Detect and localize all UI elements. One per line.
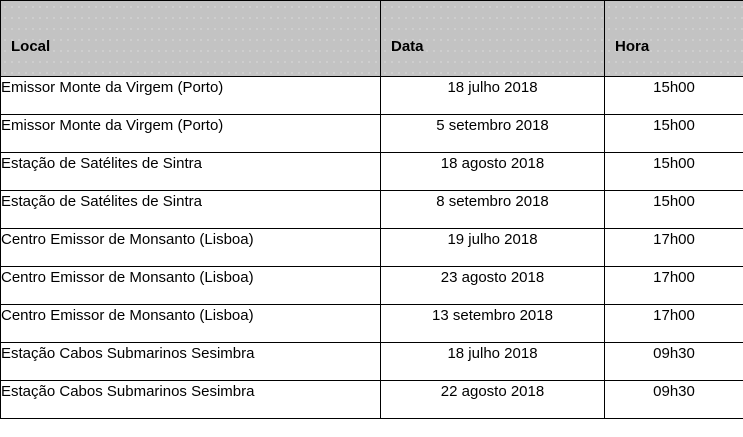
cell-hora: 17h00 bbox=[605, 305, 743, 343]
cell-data: 18 agosto 2018 bbox=[381, 153, 605, 191]
cell-data: 18 julho 2018 bbox=[381, 343, 605, 381]
cell-local: Emissor Monte da Virgem (Porto) bbox=[1, 115, 381, 153]
header-row bbox=[1, 1, 743, 77]
cell-local: Emissor Monte da Virgem (Porto) bbox=[1, 77, 381, 115]
table-row bbox=[1, 191, 743, 229]
cell-data: 19 julho 2018 bbox=[381, 229, 605, 267]
cell-data: 22 agosto 2018 bbox=[381, 381, 605, 419]
table-row bbox=[1, 77, 743, 115]
cell-local: Estação de Satélites de Sintra bbox=[1, 191, 381, 229]
cell-hora: 15h00 bbox=[605, 153, 743, 191]
header-hora: Hora bbox=[605, 1, 743, 77]
cell-local: Estação de Satélites de Sintra bbox=[1, 153, 381, 191]
table-row bbox=[1, 343, 743, 381]
table-row bbox=[1, 381, 743, 419]
header-local: Local bbox=[1, 1, 381, 77]
cell-hora: 09h30 bbox=[605, 381, 743, 419]
header-data: Data bbox=[381, 1, 605, 77]
cell-hora: 17h00 bbox=[605, 229, 743, 267]
cell-local: Centro Emissor de Monsanto (Lisboa) bbox=[1, 229, 381, 267]
table-row bbox=[1, 305, 743, 343]
table-row bbox=[1, 267, 743, 305]
cell-data: 18 julho 2018 bbox=[381, 77, 605, 115]
cell-local: Estação Cabos Submarinos Sesimbra bbox=[1, 381, 381, 419]
table-header bbox=[1, 1, 743, 77]
table-row bbox=[1, 229, 743, 267]
table-body bbox=[1, 77, 743, 419]
cell-data: 23 agosto 2018 bbox=[381, 267, 605, 305]
cell-data: 8 setembro 2018 bbox=[381, 191, 605, 229]
cell-local: Centro Emissor de Monsanto (Lisboa) bbox=[1, 267, 381, 305]
cell-hora: 17h00 bbox=[605, 267, 743, 305]
table-row bbox=[1, 115, 743, 153]
cell-data: 5 setembro 2018 bbox=[381, 115, 605, 153]
table-row bbox=[1, 153, 743, 191]
cell-local: Estação Cabos Submarinos Sesimbra bbox=[1, 343, 381, 381]
cell-data: 13 setembro 2018 bbox=[381, 305, 605, 343]
cell-local: Centro Emissor de Monsanto (Lisboa) bbox=[1, 305, 381, 343]
cell-hora: 15h00 bbox=[605, 191, 743, 229]
cell-hora: 15h00 bbox=[605, 115, 743, 153]
cell-hora: 09h30 bbox=[605, 343, 743, 381]
cell-hora: 15h00 bbox=[605, 77, 743, 115]
